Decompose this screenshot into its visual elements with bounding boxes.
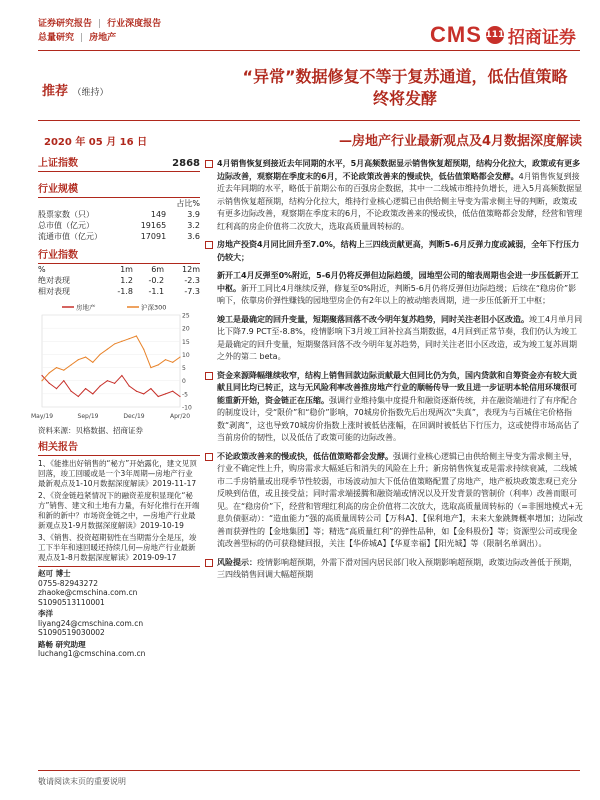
paragraph-lead: 4月销售恢复到接近去年同期的水平，5月高频数据显示销售恢复超预期，结构分化拉大，政策或有更多边际改善，观察期在季度末的6月，不论政策改善来的慢或快，低估值策略都会发酵。	[217, 159, 581, 181]
paragraph-text: 强调行业维持集中度提升和融资逐渐传统，并在融资端进行了有序配合的制度设计，受“限价”和“稳价”影响，70城房价指数先后出现两次“失真”，表现为与百城住宅价格指数“剥离”，这也导致70城房价指数上涨时被低估涨幅，在回调时被低估下行压力，这或使得市场高估了当前房价的韧性，以及低估了政策可能的边际改善。	[217, 395, 580, 442]
bullet-square-icon	[205, 241, 213, 249]
cell: -0.2	[148, 276, 165, 285]
related-report-item: 3、《销售、投资超期韧性在当期需分全是压，竣工下半年和速回暖还持续几何—房地产行业最新观点及1-8月数据深度解读》2019-09-17	[38, 533, 197, 562]
paragraph-sales	[205, 158, 583, 233]
cell: -7.3	[184, 287, 200, 296]
x-tick-label: May/19	[30, 413, 54, 420]
paragraph-new-construction	[205, 270, 583, 308]
row-value: 149	[150, 210, 167, 219]
logo-chinese-text: 招商证券	[507, 27, 576, 48]
header-divider	[38, 50, 580, 51]
data-point	[136, 335, 137, 336]
footer-divider	[38, 770, 580, 771]
paragraph-completion	[205, 314, 583, 364]
data-point	[158, 396, 159, 397]
data-point	[100, 385, 101, 386]
data-point	[165, 393, 166, 394]
data-point	[92, 393, 93, 394]
col-header: 1m	[120, 265, 133, 274]
row-share: 3.6	[187, 232, 200, 241]
title-line-2: 终将发酵	[372, 89, 437, 108]
row-label: 相对表现	[38, 287, 70, 296]
row-value: 19165	[140, 221, 167, 230]
cell: -1.1	[148, 287, 165, 296]
legend-label: 房地产	[76, 303, 96, 312]
data-point	[172, 362, 173, 363]
main-body	[205, 158, 583, 588]
data-point	[63, 370, 64, 371]
data-point	[165, 359, 166, 360]
industry-scale-table	[38, 198, 200, 242]
row-value: 17091	[140, 232, 167, 241]
y-tick-label: 15	[182, 338, 190, 346]
data-point	[63, 380, 64, 381]
data-point	[41, 380, 42, 381]
data-point	[41, 375, 42, 376]
related-reports-title: 相关报告	[38, 442, 200, 456]
analyst-name: 路畅 研究助理	[38, 639, 86, 649]
y-tick-label: -5	[182, 391, 188, 399]
report-tags: 证券研究报告 | 行业深度报告 总量研究 | 房地产	[38, 19, 162, 43]
table-row	[38, 231, 200, 242]
data-point	[107, 349, 108, 350]
logo-circle-icon: 111	[486, 26, 504, 44]
data-point	[179, 396, 180, 397]
analyst-email: luchang1@cmschina.com.cn	[38, 649, 146, 658]
performance-chart	[30, 301, 200, 421]
paragraph-text: 竣工4月单月同比下降7.9 PCT至-8.8%，疫情影响下3月竣工回补拉高当期数据，4月回到正常节奏，我们仍认为竣工是最确定的回升变量，短期聚落回落不改今明年复苏趋势，同时关注老旧小区改造，或为竣工复苏周期之外的第二 beta。	[217, 314, 583, 361]
title-line-1: “异常”数据修复不等于复苏通道，低估值策略	[242, 67, 568, 86]
data-point	[85, 356, 86, 357]
analyst-name: 李洋	[38, 609, 53, 618]
analyst-email: zhaoke@cmschina.com.cn	[38, 588, 138, 597]
paragraph-text: 新开工同比4月继续反弹，修复至0%附近，判断5-6月仍将反弹但边际趋缓；后续在“稳房价”影响下，依靠房价弹性赚钱的园地型房企仍有2年以上的被动缩表周期，进一步压低新开工中枢；	[217, 283, 577, 305]
data-point	[85, 388, 86, 389]
rating-label: 推荐	[42, 84, 69, 99]
index-label: 上证指数	[38, 158, 78, 169]
paragraph-lead: 风险提示：	[217, 557, 257, 567]
series-line-1	[42, 336, 180, 381]
data-point	[107, 380, 108, 381]
y-tick-label: 20	[182, 325, 190, 333]
left-column	[30, 158, 200, 659]
data-point	[92, 362, 93, 363]
data-point	[179, 356, 180, 357]
table-row	[38, 220, 200, 231]
logo-cms-text: CMS	[430, 22, 482, 47]
paragraph-text: 4月销售恢复到接近去年同期的水平，略低于前期公布的百强房企数据，其中一二线城市维持负增长，进入5月高频数据显示销售恢复超预期，结构分化拉大，维持行业核心逻辑已由供给侧主导变为需求侧主导的判断，政策或有更多边际改善，观察期在季度末的6月，不论政策改善来的慢或快，低估值策略都会发酵，经营和管理红利高的房企价值将二次放大，选取高质量周转标的。	[217, 171, 583, 231]
data-point	[158, 364, 159, 365]
data-point	[121, 375, 122, 376]
rating-sub: （维持）	[72, 88, 109, 98]
data-point	[129, 338, 130, 339]
data-point	[136, 391, 137, 392]
analyst-name: 赵可 博士	[38, 569, 71, 578]
data-point	[49, 372, 50, 373]
title-divider	[38, 120, 580, 121]
bullet-square-icon	[205, 160, 213, 168]
data-point	[100, 354, 101, 355]
data-point	[78, 359, 79, 360]
y-tick-label: 5	[182, 365, 186, 373]
tag-securities-report: 证券研究报告	[38, 19, 93, 29]
paragraph-lead: 不论政策改善来的慢或快，低估值策略都会发酵。	[217, 451, 393, 461]
bullet-square-icon	[205, 559, 213, 567]
analyst-section	[38, 566, 200, 659]
data-point	[49, 383, 50, 384]
cell: -1.8	[117, 287, 133, 296]
performance-table	[38, 264, 200, 297]
row-label: 绝对表现	[38, 276, 70, 285]
table-row	[38, 275, 200, 286]
legend-label: 沪深300	[141, 303, 167, 312]
y-tick-label: 25	[182, 312, 190, 320]
paragraph-lead: 资金来源降幅继续收窄，结构上销售回款边际贡献最大但同比仍为负，国内贷款和自筹资金亦有较大贡献且同比均已转正，这与无风险利率改善推房地产行业的顺畅传导一致且进一步证明本轮信用环境很可能重新开始，资金链正在压缩。	[217, 370, 577, 405]
data-point	[143, 349, 144, 350]
data-point	[70, 364, 71, 365]
bullet-square-icon	[205, 453, 213, 461]
col-header: 6m	[151, 265, 165, 274]
data-point	[150, 367, 151, 368]
tag-macro-research: 总量研究	[38, 33, 75, 43]
y-tick-label: 10	[182, 351, 190, 359]
report-subtitle: —房地产行业最新观点及4月数据深度解读	[338, 134, 582, 149]
industry-index-title: 行业指数	[38, 250, 200, 264]
series-line-0	[42, 376, 180, 397]
analyst-email: liyang24@cmschina.com.cn	[38, 618, 144, 628]
row-label: 股票家数（只）	[38, 210, 94, 219]
index-value: 2868	[172, 158, 200, 169]
data-point	[56, 388, 57, 389]
data-point	[150, 388, 151, 389]
related-reports-list	[38, 459, 200, 563]
data-point	[121, 341, 122, 342]
report-title	[230, 66, 580, 110]
data-point	[143, 393, 144, 394]
x-tick-label: Sep/19	[77, 413, 99, 420]
row-label: 总市值（亿元）	[38, 221, 94, 230]
col-header: 12m	[182, 265, 200, 274]
table-row	[38, 209, 200, 220]
data-point	[172, 391, 173, 392]
chart-source: 资料来源：贝格数据、招商证券	[38, 426, 143, 435]
data-point	[129, 385, 130, 386]
data-point	[114, 343, 115, 344]
data-point	[114, 383, 115, 384]
cell: 1.2	[120, 276, 133, 285]
paragraph-funding	[205, 370, 583, 445]
industry-scale-title: 行业规模	[38, 184, 200, 198]
table-header-row	[38, 264, 200, 275]
y-tick-label: 0	[182, 378, 186, 386]
data-point	[70, 391, 71, 392]
paragraph-investment	[205, 239, 583, 264]
data-point	[56, 367, 57, 368]
related-report-item: 1、《能推出好销售的“秘方”开始露化，建文见顶回落，竣工回暖或是一个3年周期—房地产行业最新观点及1-10月数据深度解读》2019-11-17	[38, 459, 197, 488]
cell: -2.3	[184, 276, 200, 285]
y-tick-label: -10	[182, 404, 192, 412]
related-report-item: 2、《资金链趋紧情况下的融资差度积显现化“秘方”销售、建文和土地有力量，有好化推行在开端和新的新中？市场资金链之中，—房地产行业最新观点及1-9月数据深度解读》2019-10-19	[38, 491, 200, 530]
data-point	[78, 396, 79, 397]
index-row	[38, 158, 200, 172]
footer-note: 敬请阅读末页的重要说明	[38, 777, 126, 786]
paragraph-lead: 竣工是最确定的回升变量，短期聚落回落不改今明年复苏趋势，同时关注老旧小区改造。	[217, 314, 529, 324]
share-col-header: 占比%	[176, 199, 200, 208]
chart-frame	[42, 315, 180, 407]
row-share: 3.2	[187, 221, 200, 230]
row-label: 流通市值（亿元）	[38, 232, 102, 241]
x-tick-label: Dec/19	[123, 413, 145, 420]
paragraph-text: 疫情影响超预期，外需下滑对国内居民部门收入预期影响超预期，政策边际改善低于预期，三四线销售回调大幅超预期	[217, 557, 577, 579]
bullet-square-icon	[205, 372, 213, 380]
x-tick-label: Apr/20	[169, 413, 191, 420]
paragraph-risk	[205, 557, 583, 582]
tag-industry-report: 行业深度报告	[107, 19, 162, 29]
paragraph-lead: 房地产投资4月同比回升至7.0%，结构上三四线贡献更高，判断5-6月反弹力度或减弱，全年下行压力仍较大；	[217, 240, 580, 262]
analyst-phone: 0755-82943272	[38, 578, 98, 588]
paragraph-strategy	[205, 451, 583, 551]
rating	[42, 80, 109, 99]
paragraph-lead: 新开工4月反弹至0%附近，5-6月仍将反弹但边际趋缓，园地型公司的缩表周期也会进一步压低新开工中枢。	[217, 271, 579, 293]
analyst-cert: S1090513110001	[38, 597, 105, 607]
row-share: 3.9	[187, 210, 200, 219]
company-logo	[430, 18, 576, 52]
report-date: 2020 年 05 月 16 日	[44, 137, 148, 148]
col-header: %	[38, 265, 46, 274]
analyst-cert: S1090519030002	[38, 628, 105, 637]
paragraph-text: 强调行业核心逻辑已由供给侧主导变为需求侧主导，行业不确定性上升，购房需求大幅延后和消失的风险在上升；新房销售恢复或是需求持续衰减，二线城市二手房销量或出现季节性较弱，市场波动加大下低估值策略配置了房地产，地产板块政策悲观已充分反映到估值，或且接受益；同时需求端援腾和融资端或情况以及开发背景的管制价（利率）改善而眼可见。在“稳房价”下，经营和管理红利高的房企价值将二次放大，选取高质量周转标的（=非围地模式+无息负债驱动）：“造血能力”强的高质量周转公司【万科A】、【保利地产】，未来大象跳舞概率增加；边际改善而获弹性的【金地集团】等；精选“高质量红利”的弹性品种，如【金科股份】等；资源型公司或现金流改善型标的仍可获稳健回报，关注【华侨城A】【华夏幸福】【阳光城】等（限制名单调出）。	[217, 451, 583, 548]
table-row	[38, 286, 200, 297]
tag-real-estate: 房地产	[89, 33, 117, 43]
